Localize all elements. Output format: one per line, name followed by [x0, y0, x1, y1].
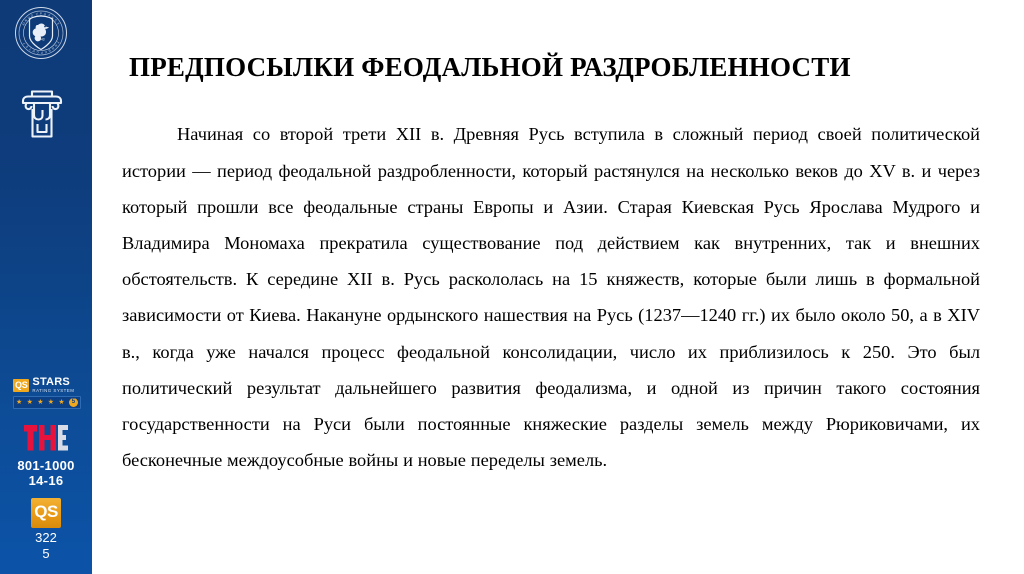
star-icon: ★ — [47, 398, 55, 407]
svg-text:Е: Е — [44, 49, 48, 55]
slide-body-text: Начиная со второй трети XII в. Древняя Русь вступила в сложный период своей политической истории — период феодальной раздробленности, который растянулся на несколько веков до XV в. и через который прошли все феодальные страны Европы и Азии. Старая Киевская Русь Ярослава Мудрого и Владимира Мономаха прекратила существование под действием как внутренних, так и внешних обстоятельств. К середине XII в. Русь раскололась на 15 княжеств, которые были лишь в формальной зависимости от Киева. Накануне ордынского нашествия на Русь (1237—1240 гг.) их было около 50, а в XIV в., когда уже начался процесс феодальной консолидации, число их приблизилось к 250. Это был политический результат дальнейшего развития феодализма, и одной из причин такого состояния государственности на Руси были постоянные княжеские разделы земель между Рюриковичами, их бесконечные междоусобные войны и новые переделы земель. — [122, 124, 980, 471]
svg-text:У: У — [55, 40, 61, 44]
ionic-column-icon — [17, 88, 67, 140]
svg-text:К: К — [55, 22, 61, 26]
svg-text:1943: 1943 — [37, 37, 45, 42]
star-icon: ★ — [58, 398, 65, 407]
qs-ranking-badge — [0, 498, 92, 562]
svg-text:В: В — [47, 48, 52, 53]
star-icon: ★ — [26, 398, 33, 407]
star-icon: ★ — [37, 398, 44, 407]
svg-text:Ь: Ь — [50, 15, 56, 20]
sidebar — [0, 0, 92, 574]
qs-star-bar — [13, 396, 81, 409]
qs-rank-value: 322 — [35, 530, 57, 545]
svg-text:Л: Л — [47, 13, 52, 18]
qs-stars-title: STARS — [32, 376, 70, 388]
svg-text:Н: Н — [26, 15, 32, 20]
qs-stars-subtitle: RATING SYSTEM — [32, 388, 75, 393]
svg-text:Ж: Ж — [23, 18, 29, 23]
the-rank-years: 14-16 — [28, 473, 64, 488]
svg-text:Р: Р — [40, 50, 43, 55]
svg-text:Н: Н — [53, 43, 59, 48]
qs-logo-icon: QS — [31, 498, 61, 528]
qs-stars-mark: QS — [15, 379, 28, 390]
svg-text:Е: Е — [24, 44, 30, 49]
svg-text:У: У — [35, 11, 39, 17]
qs-rank-sub: 5 — [42, 546, 50, 561]
university-seal-icon — [14, 6, 68, 60]
the-ranking-badge — [0, 424, 92, 488]
the-logo-icon — [23, 424, 69, 452]
svg-text:С: С — [36, 50, 40, 55]
svg-text:Ю: Ю — [21, 21, 27, 27]
svg-text:А: А — [43, 11, 47, 17]
qs-stars-badge — [13, 377, 81, 409]
svg-text:Т: Т — [28, 46, 32, 52]
svg-text:С: С — [53, 18, 59, 23]
svg-text:О: О — [30, 13, 35, 18]
svg-text:И: И — [50, 46, 56, 51]
star-icon: ★ — [16, 398, 23, 407]
svg-text:Р: Р — [39, 11, 43, 16]
page-title: ПРЕДПОСЫЛКИ ФЕОДАЛЬНОЙ РАЗДРОБЛЕННОСТИ — [129, 52, 851, 83]
slide-content — [92, 0, 1024, 574]
qs-stars-count: 5 — [69, 398, 78, 407]
svg-text:И: И — [31, 48, 36, 54]
svg-text:Т: Т — [22, 41, 27, 46]
the-rank-value: 801-1000 — [17, 458, 75, 473]
